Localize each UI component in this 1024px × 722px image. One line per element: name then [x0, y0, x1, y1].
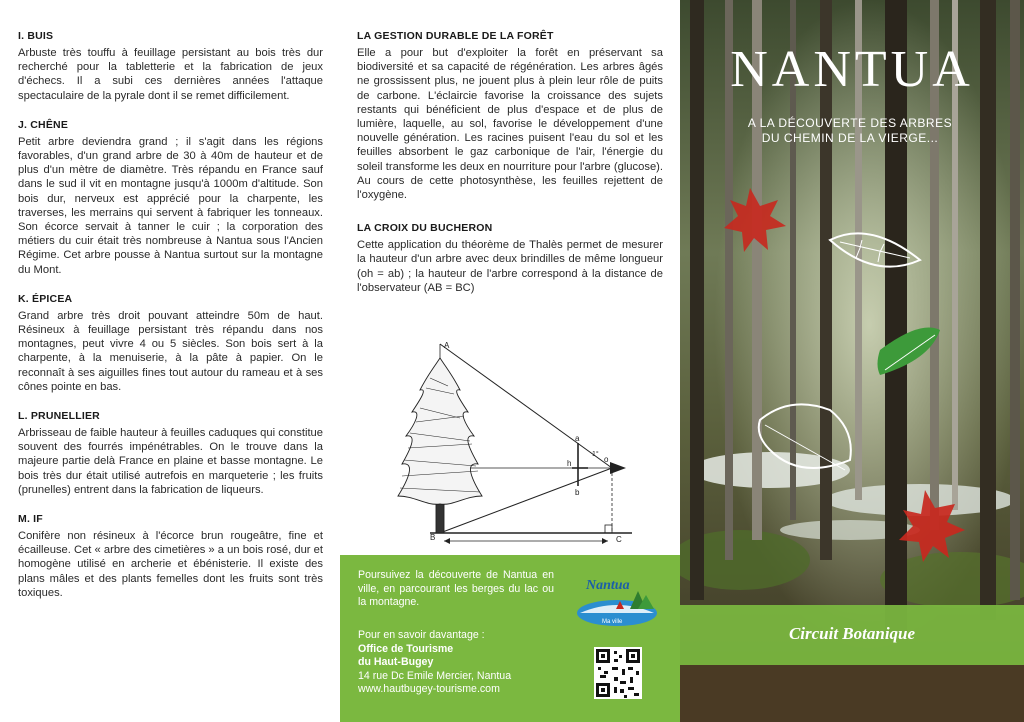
label-b: b: [575, 488, 580, 497]
cover-title: NANTUA: [730, 41, 974, 98]
subtitle-line-1: A LA DÉCOUVERTE DES ARBRES: [747, 116, 953, 130]
label-B: B: [430, 533, 436, 542]
section-text: Cette application du théorème de Thalès permet de mesurer la hauteur d'un arbre avec deux brindilles de même longueur (oh = ab) ; la hauteur de l'arbre correspond à la distance de l'observateur (AB = BC): [357, 239, 663, 294]
office-name-1: Office de Tourisme: [358, 642, 454, 655]
left-column: [18, 30, 323, 616]
office-address: 14 rue Dc Emile Mercier, Nantua: [358, 669, 512, 682]
label-A: A: [444, 341, 450, 350]
label-C: C: [616, 535, 622, 544]
section-heading: L. PRUNELLIER: [18, 410, 100, 423]
nantua-logo: [572, 569, 662, 631]
subtitle-line-2: DU CHEMIN DE LA VIERGE...: [761, 130, 939, 145]
middle-column: [357, 30, 663, 311]
right-angle-mark: [605, 525, 612, 533]
section-heading: LA CROIX DU BUCHERON: [357, 222, 493, 235]
office-name-2: du Haut-Bugey: [358, 656, 434, 669]
label-angle: 1°: [592, 451, 599, 458]
section-prunellier: [18, 410, 323, 497]
label-h: h: [567, 459, 572, 468]
qr-code[interactable]: [594, 647, 642, 699]
cover-panel: [680, 0, 1024, 722]
section-text: Arbrisseau de faible hauteur à feuilles caduques qui constitue souvent des fourrés impénétrables. On le trouve dans la majeure partie delà France en plaine et basse montagne. Le bois très dur était utilisé autrefois en marqueterie ; les fruits (prunelles) entrent dans la fabrication de liqueurs.: [18, 427, 323, 496]
section-text: Petit arbre deviendra grand ; il s'agit dans les régions favorables, d'un grand arbre de 30 à 40m de hauteur et de plus d'un mètre de diamètre. Très répandu en France sauf dans le sud il vit en montagne jusqu'à 1000m d'altitude. Son bois dur, nerveux est apprécié pour la charpente, les traverses, les merrains qui servent à fabriquer les tonneaux. Son écorce servait à tanner le cuir ; la corporation des métiers du cuir était très nombreuse à Nantua sous l'Ancien Régime. Cet arbre pousse à Nantua surtout sur la montagne du Mont.: [18, 135, 323, 276]
logo-subtext: Ma ville: [602, 619, 623, 625]
section-buis: [18, 30, 323, 103]
info-intro: Poursuivez la découverte de Nantua en ville, en parcourant les berges du lac ou la montagne.: [358, 569, 554, 608]
section-text: Conifère non résineux à l'écorce brun rougeâtre, fine et écailleuse. Cet « arbre des cimetières » a un bois rosé, dur et homogène utilisé en archerie et ébénisterie. Il existe des plans mâles et des plants femelles dont les fruits sont très toxiques.: [18, 530, 323, 599]
section-heading: K. ÉPICEA: [18, 292, 73, 305]
label-o: o: [604, 455, 609, 464]
section-heading: LA GESTION DURABLE DE LA FORÊT: [357, 30, 554, 42]
thales-diagram: [360, 338, 650, 548]
logo-text: Nantua: [586, 578, 630, 593]
section-heading: M. IF: [18, 513, 43, 526]
section-heading: J. CHÊNE: [18, 118, 69, 131]
info-more: Pour en savoir davantage :: [358, 629, 485, 641]
tree-drawing: [398, 358, 482, 533]
section-heading: I. BUIS: [18, 30, 54, 42]
section-text: Grand arbre très droit pouvant atteindre 50m de haut. Résineux à feuillage persistant très répandu dans nos montagnes, peut vivre 4 ou 5 siècles. Son bois sert à la charpente, à la menuiserie, à la pâte à papier. On le reconnaît à ses aiguilles fines tout autour du rameau et à ses cônes pointe en bas.: [18, 309, 323, 393]
section-text: Arbuste très touffu à feuillage persistant au bois très dur recherché pour la tabletterie et la fabrication de jeux d'échecs. Il a subi ces dernières années l'attaque spectaculaire de la pyrale dont il se remet difficilement.: [18, 47, 323, 102]
eye-icon: [610, 462, 626, 474]
website-link[interactable]: www.hautbugey-tourisme.com: [358, 683, 500, 696]
section-text: Elle a pour but d'exploiter la forêt en préservant sa biodiversité et sa capacité de régénération. Les arbres âgés ne grossissent plus, ne jouent plus à plein leur rôle de puits de carbone. L'éclaircie favorise la croissance des sujets restants qui bénéficient de plus d'espace et de plus de lumière, laquelle, au sol, favorise le développement d'une nouvelle génération. Les racines puisent l'eau du sol et les feuilles absorbent le gaz carbonique de l'air, l'énergie du soleil transforme les deux en nourriture pour l'arbre (glucose). Au cours de cette photosynthèse, les feuilles rejettent de l'oxygène.: [357, 47, 663, 202]
section-croix-bucheron: [357, 222, 663, 295]
info-box: [340, 555, 680, 722]
contact-block: [358, 629, 578, 697]
label-a: a: [575, 434, 580, 443]
section-if: [18, 513, 323, 600]
section-chene: [18, 119, 323, 277]
circuit-label: Circuit Botanique: [788, 624, 916, 643]
section-epicea: [18, 293, 323, 394]
section-gestion-foret: [357, 30, 663, 202]
cover-subtitle: [700, 116, 1000, 145]
